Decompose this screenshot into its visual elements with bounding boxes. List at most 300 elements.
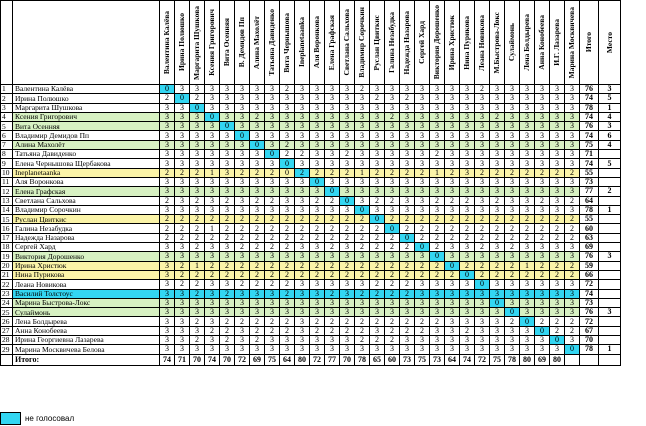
score-cell: 2 [400, 280, 415, 289]
row-place: 2 [599, 187, 621, 196]
score-cell: 3 [370, 140, 385, 149]
score-cell: 3 [175, 150, 190, 159]
score-cell: 2 [505, 233, 520, 242]
total-cell: 60 [385, 354, 400, 365]
header-judge-label: Алина Махолёт [252, 15, 262, 70]
score-cell: 3 [340, 289, 355, 298]
row-place [599, 326, 621, 335]
score-cell: 3 [385, 140, 400, 149]
score-cell: 3 [520, 94, 535, 103]
score-cell: 3 [250, 150, 265, 159]
header-judge-label: Маргарита Шушкова [192, 5, 202, 80]
score-cell: 3 [490, 122, 505, 131]
score-cell: 0 [505, 308, 520, 317]
score-cell: 3 [445, 289, 460, 298]
score-cell: 2 [340, 270, 355, 279]
score-cell: 2 [355, 233, 370, 242]
score-cell: 3 [280, 298, 295, 307]
score-cell: 3 [565, 103, 580, 112]
score-cell: 3 [565, 298, 580, 307]
score-cell: 3 [205, 159, 220, 168]
score-cell: 2 [235, 317, 250, 326]
score-cell: 3 [205, 122, 220, 131]
score-cell: 2 [505, 243, 520, 252]
score-cell: 0 [565, 345, 580, 354]
score-cell: 2 [325, 168, 340, 177]
score-cell: 3 [520, 326, 535, 335]
score-cell: 2 [310, 270, 325, 279]
score-cell: 3 [490, 289, 505, 298]
row-total: 76 [580, 308, 599, 317]
score-cell: 2 [475, 215, 490, 224]
score-cell: 0 [205, 112, 220, 121]
score-cell: 3 [460, 345, 475, 354]
score-cell: 3 [520, 122, 535, 131]
score-cell: 2 [370, 168, 385, 177]
score-cell: 3 [535, 243, 550, 252]
score-cell: 3 [505, 159, 520, 168]
score-cell: 3 [550, 345, 565, 354]
row-total: 70 [580, 336, 599, 345]
score-cell: 3 [190, 112, 205, 121]
score-cell: 3 [475, 94, 490, 103]
score-cell: 3 [310, 103, 325, 112]
total-cell: 78 [355, 354, 370, 365]
table-row [1, 233, 621, 242]
header-judge [460, 1, 475, 85]
score-cell: 3 [280, 177, 295, 186]
participant-name: Ирина Христюк [13, 261, 160, 270]
score-cell: 3 [460, 298, 475, 307]
score-cell: 3 [475, 326, 490, 335]
score-cell: 3 [250, 122, 265, 131]
score-cell: 3 [235, 187, 250, 196]
score-cell: 2 [400, 243, 415, 252]
score-cell: 3 [340, 159, 355, 168]
score-cell: 3 [160, 205, 175, 214]
score-cell: 2 [250, 261, 265, 270]
participant-name: Руслан Цвиткис [13, 215, 160, 224]
score-cell: 3 [505, 326, 520, 335]
score-cell: 3 [205, 103, 220, 112]
score-cell: 3 [460, 187, 475, 196]
score-cell: 3 [445, 112, 460, 121]
score-cell: 2 [385, 196, 400, 205]
score-cell: 2 [520, 224, 535, 233]
score-cell: 3 [460, 205, 475, 214]
score-cell: 2 [505, 215, 520, 224]
table-row [1, 326, 621, 335]
score-cell: 3 [235, 205, 250, 214]
score-cell: 3 [535, 289, 550, 298]
row-total: 71 [580, 150, 599, 159]
score-cell: 3 [475, 187, 490, 196]
score-cell: 3 [205, 150, 220, 159]
score-cell: 3 [205, 196, 220, 205]
score-cell: 2 [265, 261, 280, 270]
score-cell: 2 [430, 233, 445, 242]
participant-name: Ирина Полюшко [13, 94, 160, 103]
score-cell: 3 [460, 112, 475, 121]
score-cell: 2 [355, 224, 370, 233]
score-cell: 3 [220, 85, 235, 94]
score-cell: 3 [340, 187, 355, 196]
score-cell: 3 [265, 103, 280, 112]
score-cell: 3 [415, 85, 430, 94]
score-cell: 3 [475, 131, 490, 140]
score-cell: 2 [385, 317, 400, 326]
score-cell: 2 [520, 270, 535, 279]
score-cell: 3 [325, 112, 340, 121]
score-cell: 3 [415, 187, 430, 196]
participant-name: Василий Толстоус [13, 289, 160, 298]
score-cell: 2 [280, 140, 295, 149]
score-cell: 3 [280, 205, 295, 214]
score-cell: 3 [535, 122, 550, 131]
table-row [1, 85, 621, 94]
score-cell: 3 [400, 308, 415, 317]
score-cell: 3 [205, 336, 220, 345]
score-cell: 2 [355, 261, 370, 270]
score-cell: 2 [250, 233, 265, 242]
score-cell: 3 [430, 336, 445, 345]
score-cell: 2 [355, 326, 370, 335]
score-cell: 3 [460, 159, 475, 168]
score-cell: 2 [385, 289, 400, 298]
score-cell: 2 [415, 224, 430, 233]
score-cell: 3 [490, 243, 505, 252]
score-cell: 3 [475, 112, 490, 121]
score-cell: 3 [325, 140, 340, 149]
score-cell: 3 [160, 159, 175, 168]
score-cell: 3 [505, 122, 520, 131]
table-row [1, 140, 621, 149]
score-cell: 3 [310, 140, 325, 149]
score-cell: 3 [565, 205, 580, 214]
score-cell: 2 [325, 270, 340, 279]
score-cell: 2 [250, 280, 265, 289]
score-cell: 3 [295, 131, 310, 140]
score-cell: 3 [520, 289, 535, 298]
score-cell: 3 [355, 94, 370, 103]
score-cell: 2 [250, 215, 265, 224]
score-cell: 3 [235, 159, 250, 168]
score-cell: 2 [190, 233, 205, 242]
score-cell: 3 [175, 112, 190, 121]
score-cell: 2 [355, 243, 370, 252]
score-cell: 0 [265, 150, 280, 159]
score-cell: 2 [295, 270, 310, 279]
score-cell: 3 [325, 94, 340, 103]
score-cell: 2 [535, 261, 550, 270]
score-cell: 3 [550, 280, 565, 289]
score-cell: 3 [535, 177, 550, 186]
row-place [599, 261, 621, 270]
score-cell: 3 [475, 252, 490, 261]
score-cell: 2 [475, 168, 490, 177]
score-cell: 2 [490, 224, 505, 233]
score-cell: 2 [460, 326, 475, 335]
row-total: 73 [580, 177, 599, 186]
score-cell: 3 [535, 159, 550, 168]
score-cell: 2 [415, 326, 430, 335]
score-cell: 2 [505, 317, 520, 326]
score-cell: 3 [340, 177, 355, 186]
score-cell: 3 [220, 298, 235, 307]
score-cell: 3 [265, 205, 280, 214]
row-number: 19 [1, 252, 13, 261]
score-cell: 3 [430, 131, 445, 140]
score-cell: 3 [295, 289, 310, 298]
header-row [1, 1, 621, 85]
score-cell: 3 [520, 85, 535, 94]
participant-name: Нина Пурикова [13, 270, 160, 279]
score-cell: 3 [220, 280, 235, 289]
score-cell: 3 [550, 122, 565, 131]
score-cell: 3 [415, 177, 430, 186]
score-cell: 3 [550, 140, 565, 149]
score-cell: 2 [415, 270, 430, 279]
row-number: 5 [1, 122, 13, 131]
row-number: 21 [1, 270, 13, 279]
score-cell: 3 [235, 298, 250, 307]
row-number: 13 [1, 196, 13, 205]
score-cell: 1 [190, 261, 205, 270]
score-cell: 2 [355, 85, 370, 94]
header-total-label: Итого [584, 32, 594, 53]
participant-name: Аля Воронкова [13, 177, 160, 186]
score-cell: 3 [175, 103, 190, 112]
score-cell: 2 [370, 280, 385, 289]
score-cell: 2 [325, 261, 340, 270]
score-cell: 3 [340, 243, 355, 252]
score-cell: 2 [220, 270, 235, 279]
score-cell: 2 [385, 270, 400, 279]
score-cell: 3 [370, 345, 385, 354]
score-cell: 3 [325, 85, 340, 94]
score-cell: 3 [550, 205, 565, 214]
score-cell: 3 [310, 159, 325, 168]
score-cell: 3 [295, 103, 310, 112]
score-cell: 3 [190, 326, 205, 335]
score-cell: 3 [535, 280, 550, 289]
score-cell: 3 [415, 336, 430, 345]
score-cell: 2 [520, 215, 535, 224]
score-cell: 2 [340, 224, 355, 233]
score-cell: 3 [175, 85, 190, 94]
score-cell: 2 [475, 270, 490, 279]
score-cell: 3 [205, 280, 220, 289]
score-cell: 3 [370, 326, 385, 335]
score-cell: 3 [490, 177, 505, 186]
total-cell: 64 [445, 354, 460, 365]
score-cell: 3 [505, 280, 520, 289]
score-cell: 3 [370, 159, 385, 168]
row-total: 76 [580, 85, 599, 94]
totals-label: Итого: [13, 354, 160, 365]
score-cell: 3 [160, 270, 175, 279]
score-cell: 3 [325, 336, 340, 345]
score-cell: 3 [535, 94, 550, 103]
row-place [599, 215, 621, 224]
score-cell: 3 [475, 336, 490, 345]
score-cell: 2 [160, 233, 175, 242]
score-cell: 2 [535, 215, 550, 224]
row-place: 3 [599, 308, 621, 317]
score-cell: 3 [550, 298, 565, 307]
score-cell: 3 [205, 205, 220, 214]
score-cell: 3 [295, 187, 310, 196]
score-cell: 3 [220, 140, 235, 149]
header-judge [220, 1, 235, 85]
score-cell: 3 [295, 85, 310, 94]
score-cell: 3 [550, 243, 565, 252]
score-cell: 3 [400, 85, 415, 94]
score-cell: 3 [535, 336, 550, 345]
score-cell: 3 [415, 159, 430, 168]
header-judge-label: Ирина Полюшко [177, 13, 187, 72]
score-cell: 2 [370, 336, 385, 345]
header-judge [520, 1, 535, 85]
row-total: 59 [580, 261, 599, 270]
score-cell: 2 [250, 243, 265, 252]
score-cell: 3 [505, 150, 520, 159]
score-cell: 3 [250, 252, 265, 261]
total-cell: 70 [190, 354, 205, 365]
score-cell: 2 [220, 317, 235, 326]
score-cell: 2 [460, 233, 475, 242]
score-cell: 3 [310, 289, 325, 298]
score-cell: 3 [445, 85, 460, 94]
score-cell: 3 [280, 187, 295, 196]
score-cell: 3 [160, 252, 175, 261]
score-cell: 3 [250, 298, 265, 307]
header-judge [475, 1, 490, 85]
score-cell: 3 [475, 317, 490, 326]
score-cell: 2 [355, 215, 370, 224]
score-cell: 2 [280, 243, 295, 252]
score-cell: 0 [415, 243, 430, 252]
score-cell: 3 [310, 187, 325, 196]
score-cell: 3 [265, 308, 280, 317]
score-cell: 3 [445, 280, 460, 289]
row-number: 10 [1, 168, 13, 177]
score-cell: 2 [565, 196, 580, 205]
score-cell: 3 [220, 252, 235, 261]
score-cell: 3 [160, 336, 175, 345]
score-cell: 3 [520, 308, 535, 317]
row-place: 3 [599, 252, 621, 261]
score-cell: 2 [505, 224, 520, 233]
score-cell: 3 [430, 159, 445, 168]
header-judge-label: Валентина Калёва [162, 10, 172, 75]
score-cell: 3 [235, 336, 250, 345]
score-cell: 3 [325, 159, 340, 168]
score-cell: 2 [550, 224, 565, 233]
row-number: 24 [1, 298, 13, 307]
score-cell: 3 [355, 345, 370, 354]
score-cell: 0 [400, 233, 415, 242]
header-judge-label: Елена Графская [327, 14, 337, 71]
score-cell: 2 [325, 215, 340, 224]
score-cell: 3 [280, 308, 295, 317]
legend [0, 412, 74, 424]
score-cell: 3 [550, 150, 565, 159]
score-cell: 3 [280, 122, 295, 131]
score-cell: 2 [250, 112, 265, 121]
row-total: 72 [580, 280, 599, 289]
score-cell: 2 [325, 289, 340, 298]
score-cell: 3 [565, 289, 580, 298]
total-cell: 80 [295, 354, 310, 365]
score-cell: 3 [160, 177, 175, 186]
totals-row [1, 354, 621, 365]
table-row [1, 150, 621, 159]
score-cell: 2 [415, 215, 430, 224]
row-number: 16 [1, 224, 13, 233]
score-cell: 2 [280, 326, 295, 335]
table-row [1, 205, 621, 214]
score-cell: 3 [520, 131, 535, 140]
row-total: 78 [580, 205, 599, 214]
score-cell: 3 [250, 85, 265, 94]
score-cell: 2 [460, 215, 475, 224]
score-cell: 2 [295, 233, 310, 242]
total-cell: 65 [370, 354, 385, 365]
score-cell: 2 [175, 215, 190, 224]
score-cell: 0 [355, 205, 370, 214]
score-cell: 3 [565, 94, 580, 103]
score-cell: 3 [565, 150, 580, 159]
score-cell: 3 [310, 94, 325, 103]
score-cell: 3 [205, 177, 220, 186]
total-cell: 74 [205, 354, 220, 365]
score-cell: 0 [310, 177, 325, 186]
score-cell: 3 [310, 345, 325, 354]
score-cell: 3 [460, 168, 475, 177]
score-cell: 3 [340, 280, 355, 289]
score-cell: 2 [400, 289, 415, 298]
participant-name: Виктория Дорошенко [13, 252, 160, 261]
score-cell: 3 [220, 131, 235, 140]
table-row [1, 345, 621, 354]
score-cell: 3 [190, 131, 205, 140]
score-cell: 2 [280, 224, 295, 233]
score-cell: 3 [190, 187, 205, 196]
score-cell: 2 [385, 280, 400, 289]
score-cell: 0 [550, 336, 565, 345]
total-cell: 64 [280, 354, 295, 365]
score-cell: 1 [205, 224, 220, 233]
total-cell: 75 [265, 354, 280, 365]
participant-name: Ксения Григорович [13, 112, 160, 121]
row-number: 26 [1, 317, 13, 326]
header-judge-label: Марина Москвичева [567, 6, 577, 79]
score-cell: 2 [190, 215, 205, 224]
score-cell: 3 [355, 252, 370, 261]
score-cell: 2 [175, 261, 190, 270]
score-cell: 3 [535, 131, 550, 140]
score-cell: 3 [430, 85, 445, 94]
score-cell: 3 [220, 205, 235, 214]
score-cell: 3 [370, 298, 385, 307]
score-cell: 2 [295, 150, 310, 159]
score-cell: 2 [190, 168, 205, 177]
row-total: 72 [580, 317, 599, 326]
score-cell: 2 [220, 224, 235, 233]
score-cell: 3 [490, 103, 505, 112]
score-cell: 3 [235, 177, 250, 186]
